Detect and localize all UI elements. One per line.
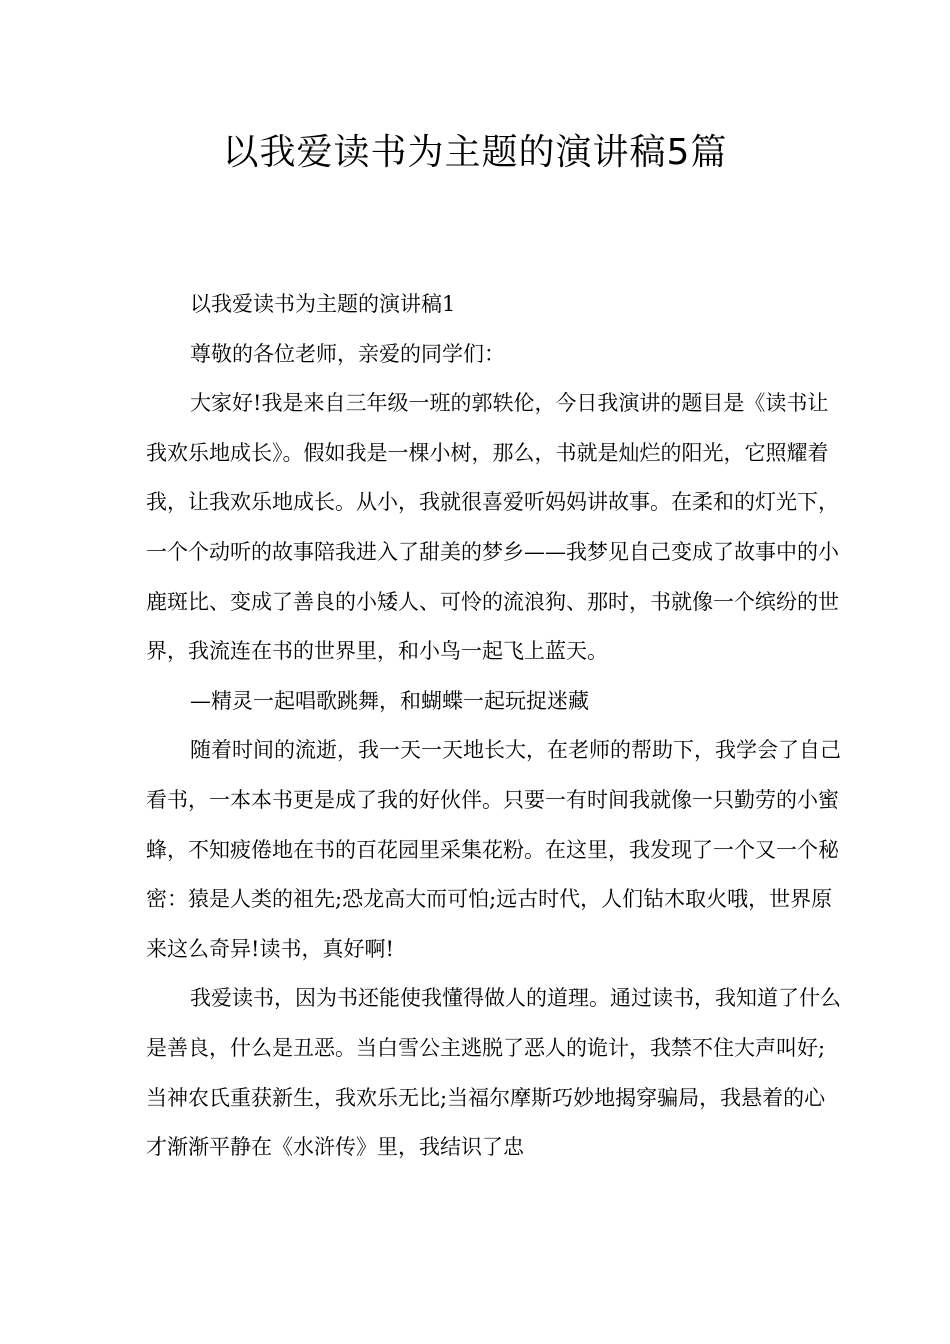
salutation-paragraph: 尊敬的各位老师，亲爱的同学们：	[190, 341, 505, 366]
document-body	[146, 280, 846, 1173]
section-heading: 以我爱读书为主题的演讲稿1	[190, 292, 456, 316]
document-title: 以我爱读书为主题的演讲稿5篇	[222, 132, 728, 173]
body-paragraph: 大家好!我是来自三年级一班的郭轶伦，今日我演讲的题目是《读书让我欢乐地成长》。假如我是一棵小树，那么，书就是灿烂的阳光，它照耀着我，让我欢乐地成长。从小，我就很喜爱听妈妈讲故事。在柔和的灯光下，一个个动听的故事陪我进入了甜美的梦乡——我梦见自己变成了故事中的小鹿斑比、变成了善良的小矮人、可怜的流浪狗、那时，书就像一个缤纷的世界，我流连在书的世界里，和小鸟一起飞上蓝天。	[146, 391, 839, 664]
body-paragraph: 我爱读书，因为书还能使我懂得做人的道理。通过读书，我知道了什么是善良，什么是丑恶。当白雪公主逃脱了恶人的诡计，我禁不住大声叫好;当神农氏重获新生，我欢乐无比;当福尔摩斯巧妙地揭穿骗局，我悬着的心才渐渐平静在《水浒传》里，我结识了忠	[146, 986, 841, 1160]
body-paragraph: —精灵一起唱歌跳舞，和蝴蝶一起玩捉迷藏	[190, 688, 589, 713]
body-paragraph: 随着时间的流逝，我一天一天地长大，在老师的帮助下，我学会了自己看书，一本本书更是成了我的好伙伴。只要一有时间我就像一只勤劳的小蜜蜂，不知疲倦地在书的百花园里采集花粉。在这里，我发现了一个又一个秘密：猿是人类的祖先;恐龙高大而可怕;远古时代，人们钻木取火哦，世界原来这么奇异!读书，真好啊!	[146, 738, 841, 961]
